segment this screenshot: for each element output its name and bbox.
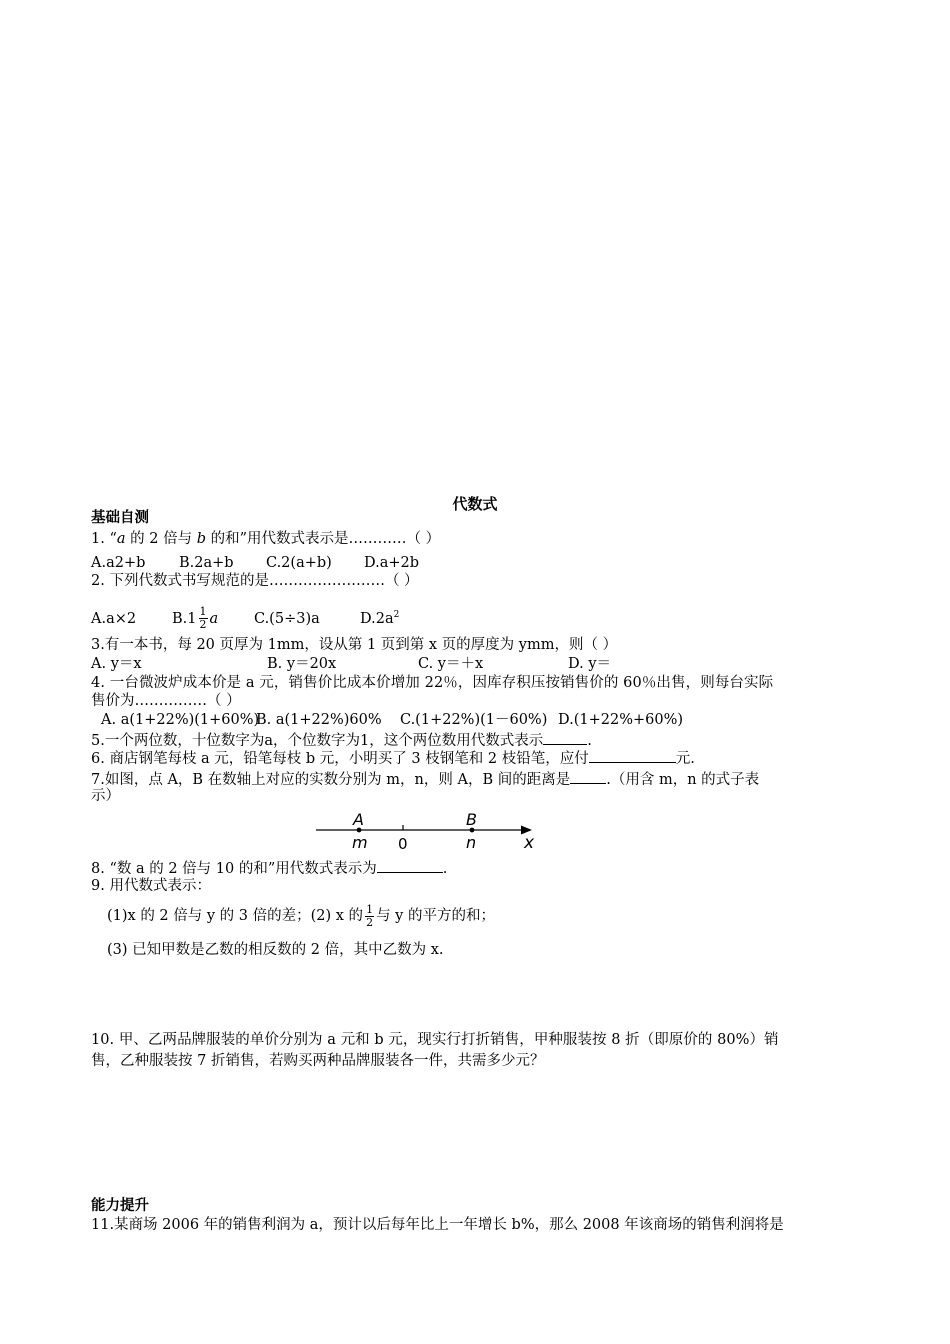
question-1-options <box>91 554 419 572</box>
fraction-numerator: 1 <box>366 902 374 916</box>
question-3-stem: 3.有一本书，每 20 页厚为 1mm，设从第 1 页到第 x 页的厚度为 ymm，则（ ） <box>91 637 618 653</box>
q7-answer-blank[interactable] <box>570 769 606 784</box>
question-2-stem: 2. 下列代数式书写规范的是……………………（ ） <box>91 573 419 589</box>
question-4-line-1: 4. 一台微波炉成本价是 a 元，销售价比成本价增加 22％，因库存积压按销售价的 60％出售，则每台实际 <box>91 675 774 691</box>
q5-stem: 5.一个两位数，十位数字为a，个位数字为1，这个两位数用代数式表示 <box>91 733 544 749</box>
q2-option-a[interactable]: A.a×2 <box>91 610 137 627</box>
label-zero: 0 <box>398 835 408 853</box>
q9-part1-text: (1)x 的 2 倍与 y 的 3 倍的差；(2) x 的 <box>107 908 364 924</box>
q8-end: . <box>442 861 448 877</box>
q1-var-b: b <box>196 531 206 547</box>
q6-end: 元. <box>675 751 695 767</box>
axis-label-x: x <box>524 833 535 853</box>
fraction-denominator: 2 <box>366 915 374 929</box>
q1-option-d[interactable]: D.a+2b <box>364 555 420 571</box>
point-b-label: B <box>466 810 477 829</box>
q2-fraction <box>199 606 208 631</box>
q1-option-b[interactable]: B.2a+b <box>179 555 234 571</box>
question-3-options <box>91 655 611 673</box>
q7-text-b: .（用含 m，n 的式子表 <box>606 772 760 788</box>
number-line-figure <box>310 806 550 854</box>
label-n: n <box>466 833 477 852</box>
q2-option-b[interactable] <box>172 606 254 632</box>
q2-option-c[interactable]: C.(5÷3)a <box>254 610 320 627</box>
question-2-options <box>91 602 399 632</box>
question-11: 11.某商场 2006 年的销售利润为 a，预计以后每年比上一年增长 b%，那么 2008 年该商场的销售利润将是 <box>91 1217 784 1233</box>
q3-option-d[interactable]: D. y＝ <box>568 656 612 672</box>
q2-option-d-exponent: 2 <box>393 610 400 620</box>
q2-option-d-base: D.2a <box>360 610 394 627</box>
q6-answer-blank[interactable] <box>589 748 676 763</box>
q1-var-a: a <box>116 531 126 547</box>
q8-answer-blank[interactable] <box>377 858 443 873</box>
question-4-line-2: 售价为……………（ ） <box>91 693 241 709</box>
q4-option-c[interactable]: C.(1+22%)(1－60%) <box>400 712 548 728</box>
question-7-line-2: 示） <box>91 788 120 804</box>
q8-stem: 8. “数 a 的 2 倍与 10 的和”用代数式表示为 <box>91 861 377 877</box>
question-9-stem: 9. 用代数式表示： <box>91 878 211 894</box>
question-4-options <box>101 711 683 729</box>
q3-option-c[interactable]: C. y＝＋x <box>418 656 484 672</box>
q2-option-d[interactable] <box>360 602 399 632</box>
q4-option-b[interactable]: B. a(1+22%)60% <box>256 712 382 728</box>
question-9-part-1-2 <box>107 902 495 930</box>
q4-option-a[interactable]: A. a(1+22%)(1+60%) <box>101 712 260 728</box>
label-m: m <box>352 833 368 852</box>
fraction-denominator: 2 <box>199 618 207 632</box>
question-10-line-2: 售，乙种服装按 7 折销售，若购买两种品牌服装各一件，共需多少元？ <box>91 1053 545 1069</box>
question-6 <box>91 748 695 768</box>
q9-part2-text: 与 y 的平方的和； <box>376 908 495 924</box>
q1-text-c: 的 2 倍与 <box>125 531 197 547</box>
fraction-numerator: 1 <box>199 605 207 619</box>
question-8 <box>91 858 447 878</box>
section-heading-basic: 基础自测 <box>91 510 149 526</box>
q3-option-b[interactable]: B. y＝20x <box>267 656 337 672</box>
section-heading-advanced: 能力提升 <box>91 1198 149 1214</box>
q7-text-a: 7.如图，点 A，B 在数轴上对应的实数分别为 m，n，则 A，B 间的距离是 <box>91 772 571 788</box>
q6-stem: 6. 商店钢笔每枝 a 元，铅笔每枝 b 元，小明买了 3 枝钢笔和 2 枝铅笔，应付 <box>91 751 589 767</box>
q1-text-e: 的和”用代数式表示是…………（ ） <box>205 531 441 547</box>
q2-option-b-var: a <box>209 610 219 627</box>
q5-answer-blank[interactable] <box>543 730 587 745</box>
question-9-part-3: (3) 已知甲数是乙数的相反数的 2 倍，其中乙数为 x. <box>107 942 444 958</box>
q9-fraction <box>365 904 374 929</box>
q2-option-b-int: B.1 <box>172 610 197 627</box>
q1-option-c[interactable]: C.2(a+b) <box>266 555 332 571</box>
q5-end: . <box>587 733 592 749</box>
q4-option-d[interactable]: D.(1+22%+60%) <box>558 712 684 728</box>
page-title: 代数式 <box>452 495 498 513</box>
question-5 <box>91 730 592 750</box>
point-a-label: A <box>353 810 364 829</box>
q3-option-a[interactable]: A. y＝x <box>91 656 142 672</box>
q1-option-a[interactable]: A.a2+b <box>91 555 146 571</box>
question-1-stem <box>91 530 440 548</box>
q1-text-a: 1. “ <box>91 531 117 547</box>
question-7-line-1 <box>91 769 759 789</box>
question-10-line-1: 10. 甲、乙两品牌服装的单价分别为 a 元和 b 元，现实行打折销售，甲种服装按 8 折（即原价的 80%）销 <box>91 1032 779 1048</box>
